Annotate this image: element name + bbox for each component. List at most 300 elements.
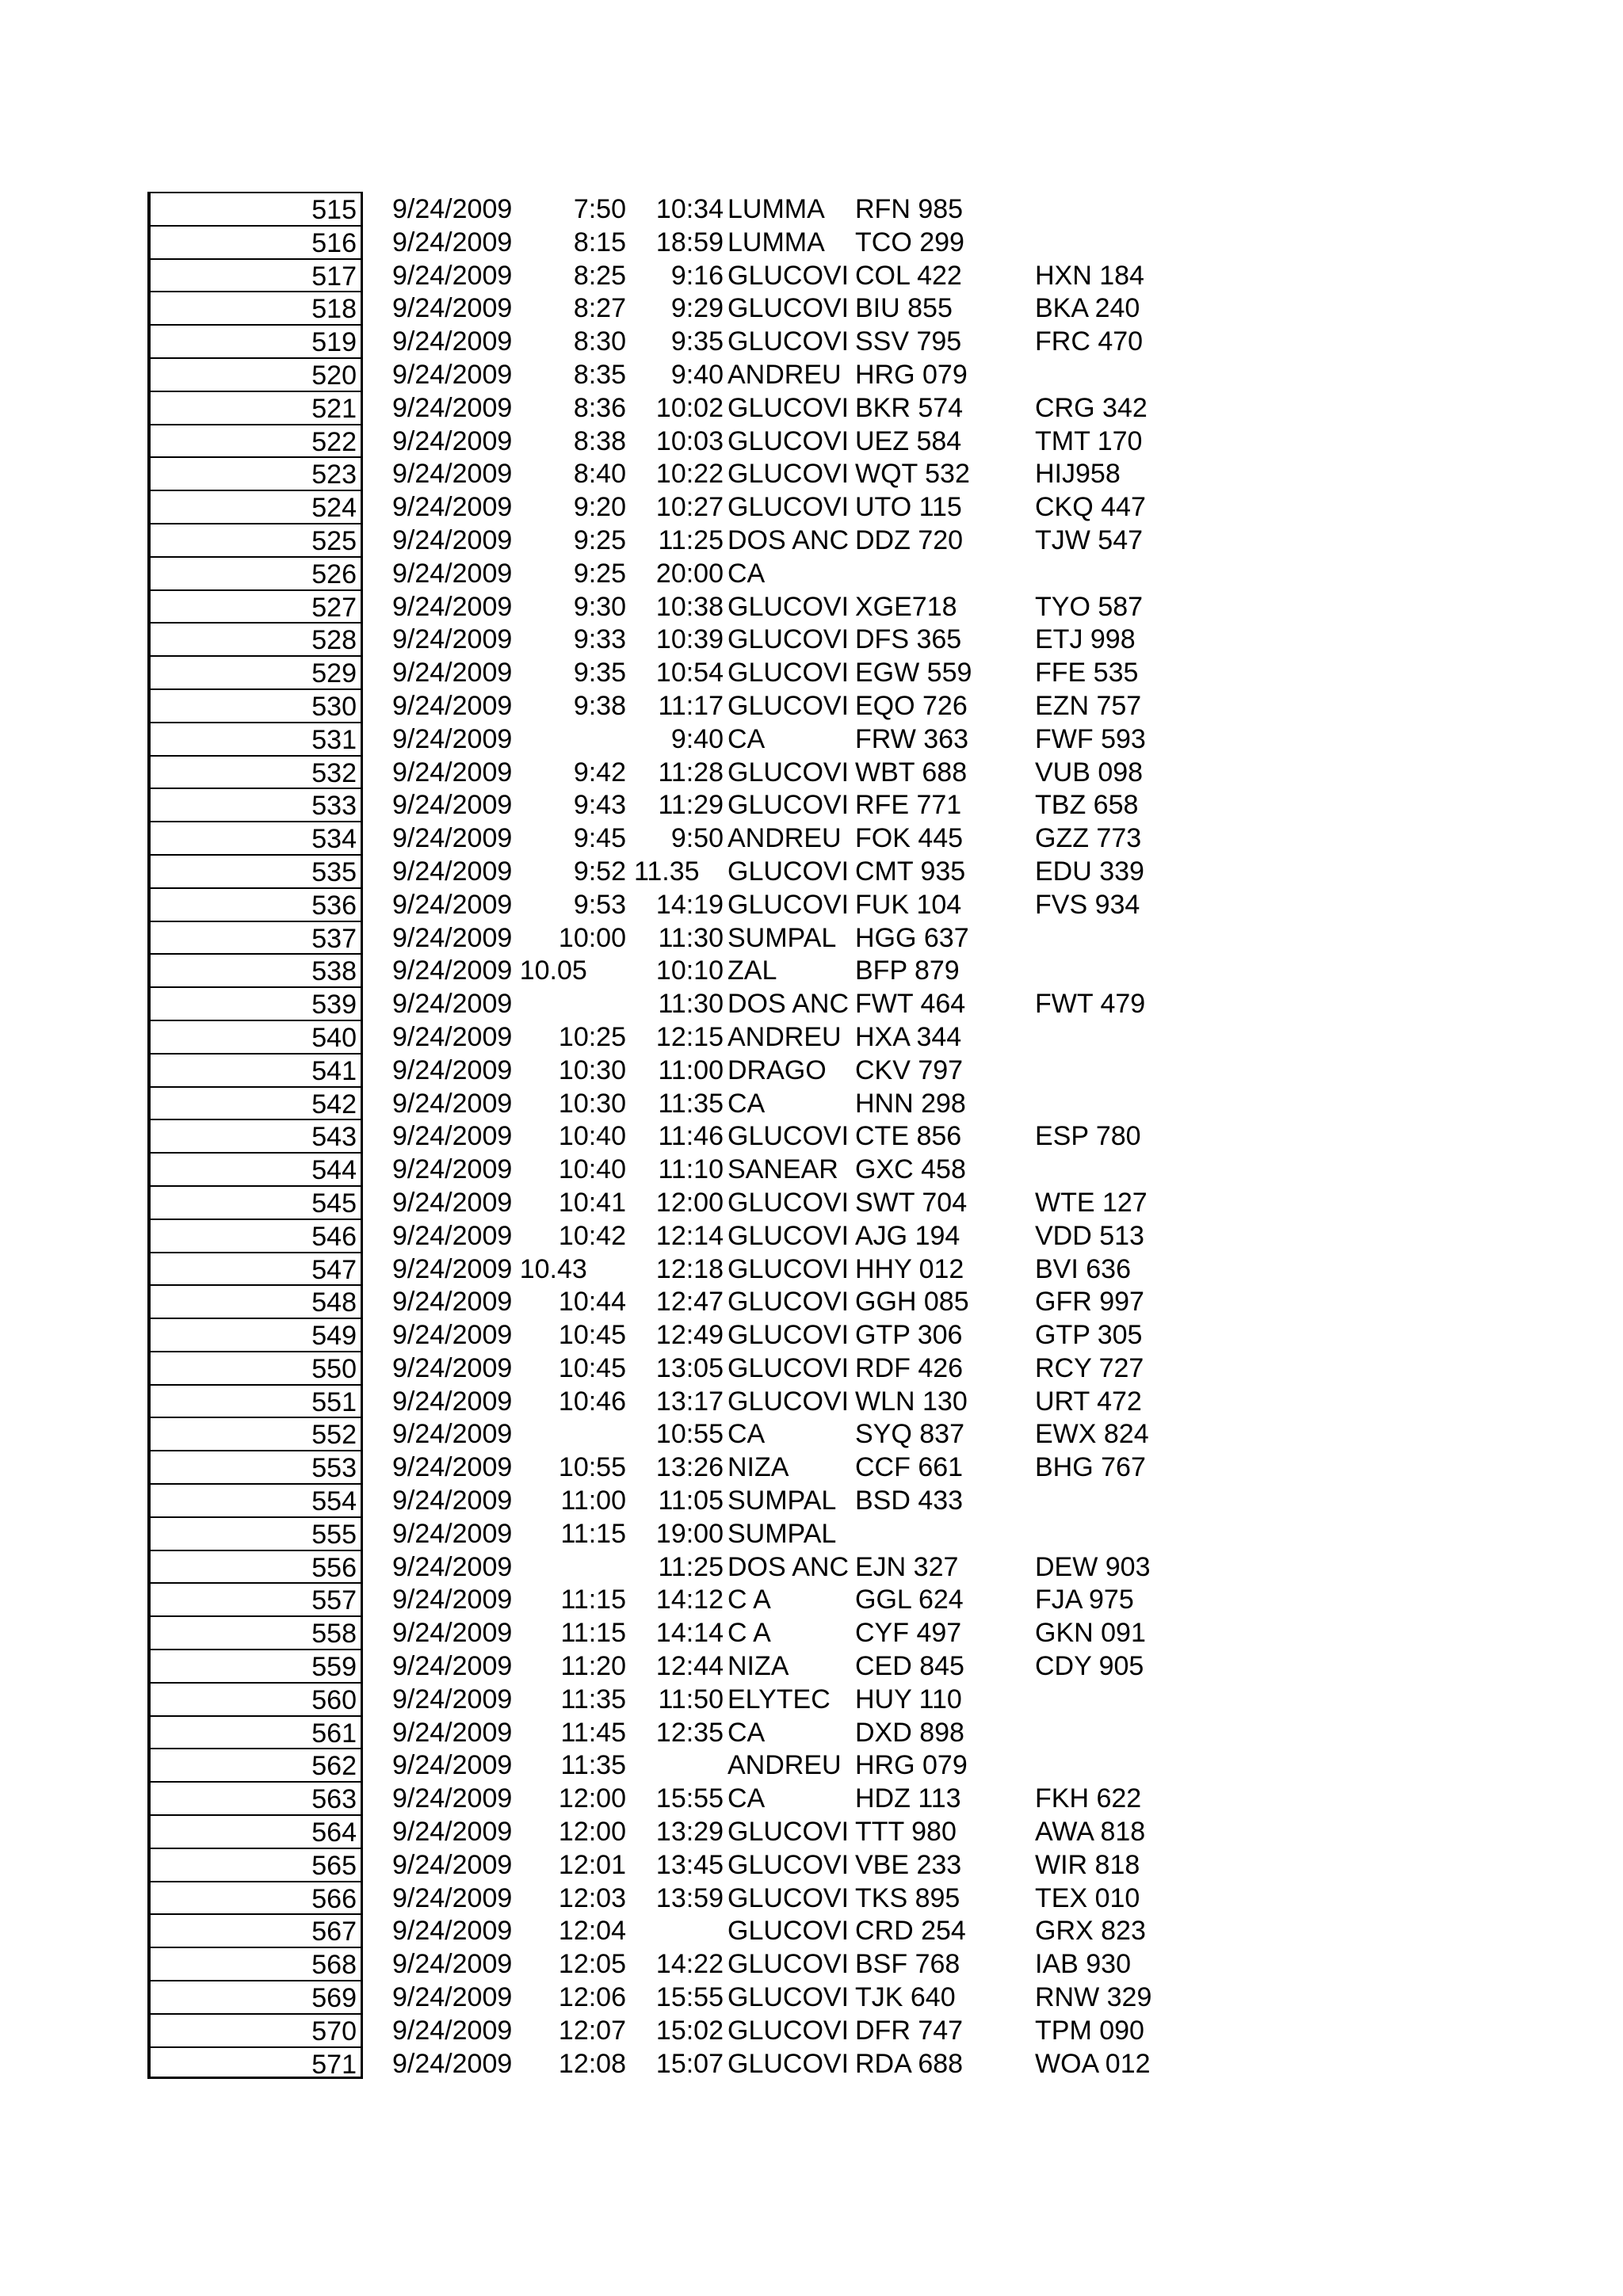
table-row xyxy=(0,887,1623,921)
plate-1-cell: GGH 085 xyxy=(855,1287,969,1318)
time-out-cell: 10:27 xyxy=(655,492,724,523)
table-row xyxy=(0,1649,1623,1682)
row-number: 554 xyxy=(147,1483,363,1516)
plate-2-cell: FWF 593 xyxy=(1035,723,1146,754)
date-cell: 9/24/2009 xyxy=(392,260,513,291)
plate-1-cell: HNN 298 xyxy=(855,1088,966,1119)
table-row xyxy=(0,1913,1623,1947)
date-cell: 9/24/2009 xyxy=(392,856,513,887)
time-out-cell: 12:18 xyxy=(655,1253,724,1284)
plate-1-cell: HDZ 113 xyxy=(855,1783,961,1814)
table-row xyxy=(0,589,1623,623)
time-in-cell: 11:20 xyxy=(560,1651,626,1682)
time-in-cell: 12:05 xyxy=(558,1949,626,1980)
row-number: 541 xyxy=(147,1053,363,1086)
date-cell: 9/24/2009 xyxy=(392,459,513,490)
time-out-cell: 11:35 xyxy=(658,1088,724,1119)
table-row xyxy=(0,1483,1623,1516)
time-out-cell: 14:14 xyxy=(655,1618,724,1649)
company-cell: ANDREU xyxy=(727,823,842,854)
time-in-cell xyxy=(523,953,626,986)
time-in-cell: 10:45 xyxy=(558,1320,626,1351)
company-cell: GLUCOVI xyxy=(727,1949,850,1980)
date-cell: 9/24/2009 10.05 xyxy=(392,955,587,986)
row-number: 549 xyxy=(147,1318,363,1351)
table-row xyxy=(0,1384,1623,1417)
table-row xyxy=(0,921,1623,954)
table-row xyxy=(0,1318,1623,1351)
time-in-cell: 9:30 xyxy=(573,591,626,622)
plate-1-cell: WLN 130 xyxy=(855,1386,968,1417)
date-cell: 9/24/2009 xyxy=(392,1419,513,1450)
time-out-cell: 12:35 xyxy=(655,1717,724,1748)
row-number: 567 xyxy=(147,1913,363,1947)
time-out-cell: 18:59 xyxy=(655,227,724,257)
time-out-cell: 15:55 xyxy=(655,1783,724,1814)
time-out-cell: 20:00 xyxy=(655,558,724,589)
date-cell: 9/24/2009 xyxy=(392,2015,513,2046)
date-cell: 9/24/2009 xyxy=(392,1651,513,1682)
plate-1-cell: HHY 012 xyxy=(855,1253,964,1284)
plate-2-cell: DEW 903 xyxy=(1035,1551,1151,1582)
table-row xyxy=(0,1550,1623,1583)
table-row xyxy=(0,391,1623,424)
date-cell: 9/24/2009 xyxy=(392,1551,513,1582)
plate-1-cell: CCF 661 xyxy=(855,1452,964,1483)
company-cell: CA xyxy=(727,1717,766,1748)
plate-2-cell: GKN 091 xyxy=(1035,1618,1146,1649)
date-cell: 9/24/2009 xyxy=(392,989,513,1020)
company-cell: GLUCOVI xyxy=(727,1982,850,2013)
time-out-cell: 11.35 xyxy=(634,856,700,887)
table-row xyxy=(0,324,1623,357)
plate-2-cell: EWX 824 xyxy=(1035,1419,1149,1450)
date-cell: 9/24/2009 xyxy=(392,1618,513,1649)
date-cell: 9/24/2009 xyxy=(392,1817,513,1848)
date-cell: 9/24/2009 xyxy=(392,1717,513,1748)
date-cell: 9/24/2009 xyxy=(392,1452,513,1483)
table-row xyxy=(0,1219,1623,1252)
time-in-cell: 9:25 xyxy=(573,558,626,589)
row-number: 521 xyxy=(147,391,363,424)
time-in-cell: 9:53 xyxy=(573,889,626,920)
table-row xyxy=(0,456,1623,490)
table-row xyxy=(0,1715,1623,1749)
time-out-cell: 11:29 xyxy=(658,790,724,821)
company-cell: GLUCOVI xyxy=(727,790,850,821)
time-in-cell: 12:06 xyxy=(558,1982,626,2013)
date-cell: 9/24/2009 xyxy=(392,1518,513,1549)
time-in-cell: 8:35 xyxy=(573,359,626,390)
plate-1-cell: RDA 688 xyxy=(855,2048,964,2079)
time-out-cell: 11:00 xyxy=(658,1055,724,1085)
plate-2-cell: FFE 535 xyxy=(1035,658,1139,688)
time-in-cell: 9:38 xyxy=(573,690,626,721)
plate-1-cell: XGE718 xyxy=(855,591,957,622)
company-cell: GLUCOVI xyxy=(727,1253,850,1284)
time-out-cell: 11:28 xyxy=(658,757,724,788)
date-cell: 9/24/2009 xyxy=(392,723,513,754)
date-cell: 9/24/2009 xyxy=(392,1750,513,1781)
row-number: 529 xyxy=(147,655,363,688)
table-row xyxy=(0,1152,1623,1185)
time-out-cell: 13:29 xyxy=(655,1817,724,1848)
time-in-cell: 10:55 xyxy=(558,1452,626,1483)
plate-2-cell: EZN 757 xyxy=(1035,690,1142,721)
table-row xyxy=(0,1185,1623,1219)
company-cell: GLUCOVI xyxy=(727,889,850,920)
time-out-cell: 10:39 xyxy=(655,624,724,655)
plate-1-cell: SSV 795 xyxy=(855,326,962,357)
time-in-cell: 12:08 xyxy=(558,2048,626,2079)
time-in-cell: 9:42 xyxy=(573,757,626,788)
table-row xyxy=(0,1748,1623,1781)
time-out-cell: 11:30 xyxy=(658,989,724,1020)
row-number: 550 xyxy=(147,1351,363,1384)
time-out-cell: 14:22 xyxy=(655,1949,724,1980)
company-cell: GLUCOVI xyxy=(727,1386,850,1417)
plate-1-cell: WQT 532 xyxy=(855,459,970,490)
time-in-cell: 12:00 xyxy=(558,1783,626,1814)
company-cell: GLUCOVI xyxy=(727,1817,850,1848)
plate-2-cell: EDU 339 xyxy=(1035,856,1144,887)
time-in-cell: 9:43 xyxy=(573,790,626,821)
time-in-cell: 11:45 xyxy=(560,1717,626,1748)
plate-2-cell: RCY 727 xyxy=(1035,1352,1144,1383)
table-row xyxy=(0,1781,1623,1814)
plate-2-cell: FKH 622 xyxy=(1035,1783,1142,1814)
row-number: 568 xyxy=(147,1947,363,1980)
time-in-cell: 8:30 xyxy=(573,326,626,357)
date-cell: 9/24/2009 xyxy=(392,1386,513,1417)
company-cell: GLUCOVI xyxy=(727,1187,850,1218)
company-cell: CA xyxy=(727,558,766,589)
time-in-cell: 9:20 xyxy=(573,492,626,523)
table-row xyxy=(0,225,1623,258)
time-out-cell: 15:02 xyxy=(655,2015,724,2046)
time-out-cell xyxy=(631,1913,724,1947)
time-in-cell: 8:15 xyxy=(573,227,626,257)
plate-1-cell: FUK 104 xyxy=(855,889,962,920)
time-out-cell: 12:44 xyxy=(655,1651,724,1682)
company-cell: GLUCOVI xyxy=(727,1220,850,1251)
table-row xyxy=(0,1284,1623,1318)
date-cell: 9/24/2009 xyxy=(392,1021,513,1052)
time-out-cell: 9:40 xyxy=(670,359,724,390)
row-number: 555 xyxy=(147,1516,363,1550)
row-number: 543 xyxy=(147,1119,363,1152)
plate-2-cell: BHG 767 xyxy=(1035,1452,1146,1483)
plate-2-cell: GRX 823 xyxy=(1035,1916,1146,1947)
date-cell: 9/24/2009 xyxy=(392,524,513,555)
company-cell: GLUCOVI xyxy=(727,492,850,523)
time-in-cell: 8:27 xyxy=(573,293,626,324)
plate-2-cell: CDY 905 xyxy=(1035,1651,1144,1682)
row-number: 571 xyxy=(147,2046,363,2080)
plate-1-cell: FOK 445 xyxy=(855,823,964,854)
company-cell: SUMPAL xyxy=(727,1518,837,1549)
date-cell: 9/24/2009 xyxy=(392,1220,513,1251)
time-in-cell: 10:46 xyxy=(558,1386,626,1417)
table-row xyxy=(0,291,1623,324)
company-cell: NIZA xyxy=(727,1452,789,1483)
plate-1-cell: GTP 306 xyxy=(855,1320,963,1351)
plate-2-cell: VUB 098 xyxy=(1035,757,1144,788)
plate-2-cell: ESP 780 xyxy=(1035,1121,1141,1152)
date-cell: 9/24/2009 xyxy=(392,2048,513,2079)
table-row xyxy=(0,2013,1623,2046)
company-cell: LUMMA xyxy=(727,194,825,224)
date-cell: 9/24/2009 xyxy=(392,889,513,920)
plate-1-cell: SYQ 837 xyxy=(855,1419,964,1450)
time-in-cell: 9:35 xyxy=(573,658,626,688)
time-in-cell xyxy=(523,986,626,1020)
row-number: 559 xyxy=(147,1649,363,1682)
table-row xyxy=(0,1615,1623,1649)
company-cell: SUMPAL xyxy=(727,1486,837,1516)
table-row xyxy=(0,755,1623,788)
time-out-cell: 10:55 xyxy=(655,1419,724,1450)
date-cell: 9/24/2009 xyxy=(392,757,513,788)
row-number: 518 xyxy=(147,291,363,324)
plate-2-cell: TJW 547 xyxy=(1035,524,1144,555)
table-row xyxy=(0,953,1623,986)
table-row xyxy=(0,357,1623,391)
plate-1-cell: SWT 704 xyxy=(855,1187,968,1218)
plate-2-cell: BVI 636 xyxy=(1035,1253,1131,1284)
plate-1-cell: COL 422 xyxy=(855,260,962,291)
date-cell: 9/24/2009 xyxy=(392,194,513,224)
row-number: 552 xyxy=(147,1417,363,1450)
plate-1-cell: BSD 433 xyxy=(855,1486,964,1516)
table-row xyxy=(0,1848,1623,1881)
table-row xyxy=(0,424,1623,457)
plate-2-cell: HXN 184 xyxy=(1035,260,1144,291)
time-in-cell: 9:52 xyxy=(573,856,626,887)
time-in-cell xyxy=(523,1252,626,1285)
time-out-cell: 11:10 xyxy=(658,1154,724,1185)
plate-2-cell: IAB 930 xyxy=(1035,1949,1131,1980)
time-out-cell: 11:25 xyxy=(658,524,724,555)
company-cell: GLUCOVI xyxy=(727,658,850,688)
row-number: 556 xyxy=(147,1550,363,1583)
time-in-cell: 10:00 xyxy=(558,922,626,953)
date-cell: 9/24/2009 xyxy=(392,1187,513,1218)
row-number: 566 xyxy=(147,1881,363,1914)
table-row xyxy=(0,1980,1623,2013)
table-row xyxy=(0,1450,1623,1483)
time-out-cell: 13:59 xyxy=(655,1882,724,1913)
time-in-cell: 12:00 xyxy=(558,1817,626,1848)
time-out-cell: 10:54 xyxy=(655,658,724,688)
plate-1-cell: BFP 879 xyxy=(855,955,960,986)
row-number: 563 xyxy=(147,1781,363,1814)
plate-1-cell: VBE 233 xyxy=(855,1849,962,1880)
date-cell: 9/24/2009 xyxy=(392,658,513,688)
plate-2-cell: HIJ958 xyxy=(1035,459,1121,490)
time-in-cell: 11:15 xyxy=(560,1585,626,1615)
table-row xyxy=(0,556,1623,589)
plate-1-cell: UTO 115 xyxy=(855,492,962,523)
time-in-cell: 7:50 xyxy=(573,194,626,224)
time-in-cell: 12:01 xyxy=(558,1849,626,1880)
table-row xyxy=(0,1053,1623,1086)
company-cell: GLUCOVI xyxy=(727,326,850,357)
row-number: 534 xyxy=(147,821,363,854)
table-row xyxy=(0,688,1623,722)
plate-1-cell: FWT 464 xyxy=(855,989,966,1020)
company-cell: ANDREU xyxy=(727,1021,842,1052)
company-cell: GLUCOVI xyxy=(727,1320,850,1351)
row-number: 531 xyxy=(147,722,363,755)
time-in-cell: 11:00 xyxy=(560,1486,626,1516)
company-cell: ANDREU xyxy=(727,359,842,390)
table-row xyxy=(0,1086,1623,1119)
time-out-cell: 11:30 xyxy=(658,922,724,953)
time-out-cell: 10:38 xyxy=(655,591,724,622)
time-out-cell: 12:47 xyxy=(655,1287,724,1318)
date-cell: 9/24/2009 xyxy=(392,1684,513,1714)
plate-2-cell: TEX 010 xyxy=(1035,1882,1140,1913)
time-in-cell: 8:40 xyxy=(573,459,626,490)
row-number: 557 xyxy=(147,1582,363,1615)
time-in-cell: 12:07 xyxy=(558,2015,626,2046)
time-in-cell xyxy=(523,1550,626,1583)
time-out-cell: 9:35 xyxy=(670,326,724,357)
time-in-cell: 10:30 xyxy=(558,1088,626,1119)
row-number: 564 xyxy=(147,1814,363,1848)
plate-1-cell: TJK 640 xyxy=(855,1982,956,2013)
row-number: 544 xyxy=(147,1152,363,1185)
company-cell: GLUCOVI xyxy=(727,293,850,324)
company-cell: DRAGO xyxy=(727,1055,827,1085)
plate-2-cell: GZZ 773 xyxy=(1035,823,1142,854)
company-cell: SANEAR xyxy=(727,1154,838,1185)
company-cell: GLUCOVI xyxy=(727,690,850,721)
date-cell: 9/24/2009 xyxy=(392,558,513,589)
time-in-cell: 8:25 xyxy=(573,260,626,291)
plate-1-cell: DXD 898 xyxy=(855,1717,964,1748)
plate-1-cell: BIU 855 xyxy=(855,293,953,324)
table-row xyxy=(0,821,1623,854)
plate-1-cell: DFR 747 xyxy=(855,2015,964,2046)
plate-2-cell: ETJ 998 xyxy=(1035,624,1136,655)
row-number: 520 xyxy=(147,357,363,391)
plate-1-cell: HRG 079 xyxy=(855,359,968,390)
plate-2-cell: TMT 170 xyxy=(1035,425,1143,456)
date-cell: 9/24/2009 xyxy=(392,1121,513,1152)
row-number: 519 xyxy=(147,324,363,357)
time-in-cell: 9:33 xyxy=(573,624,626,655)
time-in-cell: 10:42 xyxy=(558,1220,626,1251)
time-out-cell: 11:17 xyxy=(658,690,724,721)
time-in-cell: 10:40 xyxy=(558,1121,626,1152)
time-out-cell: 12:49 xyxy=(655,1320,724,1351)
table-row xyxy=(0,1814,1623,1848)
plate-2-cell: GFR 997 xyxy=(1035,1287,1144,1318)
time-in-cell: 10:30 xyxy=(558,1055,626,1085)
time-out-cell: 13:05 xyxy=(655,1352,724,1383)
time-out-cell: 13:26 xyxy=(655,1452,724,1483)
time-out-cell: 9:40 xyxy=(670,723,724,754)
time-out-cell: 14:12 xyxy=(655,1585,724,1615)
company-cell: DOS ANC xyxy=(727,1551,850,1582)
time-out-cell: 15:07 xyxy=(655,2048,724,2079)
table-row xyxy=(0,986,1623,1020)
date-cell: 9/24/2009 xyxy=(392,1486,513,1516)
plate-2-cell: URT 472 xyxy=(1035,1386,1142,1417)
company-cell: ANDREU xyxy=(727,1750,842,1781)
plate-1-cell: TCO 299 xyxy=(855,227,964,257)
row-number: 530 xyxy=(147,688,363,722)
company-cell: GLUCOVI xyxy=(727,260,850,291)
date-cell: 9/24/2009 xyxy=(392,1949,513,1980)
time-in-cell: 10:41 xyxy=(558,1187,626,1218)
company-cell: GLUCOVI xyxy=(727,459,850,490)
company-cell: GLUCOVI xyxy=(727,757,850,788)
date-cell: 9/24/2009 xyxy=(392,1982,513,2013)
company-cell: DOS ANC xyxy=(727,989,850,1020)
company-cell: ELYTEC xyxy=(727,1684,831,1714)
time-in-cell: 11:35 xyxy=(560,1750,626,1781)
date-cell: 9/24/2009 xyxy=(392,690,513,721)
company-cell: GLUCOVI xyxy=(727,2015,850,2046)
company-cell: CA xyxy=(727,723,766,754)
plate-1-cell: CKV 797 xyxy=(855,1055,964,1085)
plate-2-cell: FRC 470 xyxy=(1035,326,1144,357)
plate-1-cell: GGL 624 xyxy=(855,1585,964,1615)
date-cell: 9/24/2009 xyxy=(392,1585,513,1615)
row-number: 517 xyxy=(147,258,363,292)
plate-1-cell: EJN 327 xyxy=(855,1551,959,1582)
row-number: 523 xyxy=(147,456,363,490)
plate-1-cell: CED 845 xyxy=(855,1651,964,1682)
row-number: 540 xyxy=(147,1020,363,1053)
plate-1-cell: RDF 426 xyxy=(855,1352,964,1383)
plate-1-cell: RFE 771 xyxy=(855,790,962,821)
plate-1-cell: RFN 985 xyxy=(855,194,964,224)
time-in-cell: 10:25 xyxy=(558,1021,626,1052)
company-cell: C A xyxy=(727,1585,771,1615)
time-out-cell: 19:00 xyxy=(655,1518,724,1549)
date-cell: 9/24/2009 xyxy=(392,1088,513,1119)
time-out-cell: 12:15 xyxy=(655,1021,724,1052)
row-number: 545 xyxy=(147,1185,363,1219)
date-cell: 9/24/2009 xyxy=(392,492,513,523)
time-out-cell: 10:22 xyxy=(655,459,724,490)
plate-1-cell: BKR 574 xyxy=(855,392,964,423)
plate-1-cell: FRW 363 xyxy=(855,723,968,754)
date-cell: 9/24/2009 xyxy=(392,790,513,821)
company-cell: GLUCOVI xyxy=(727,425,850,456)
company-cell: SUMPAL xyxy=(727,922,837,953)
plate-1-cell: UEZ 584 xyxy=(855,425,962,456)
company-cell: NIZA xyxy=(727,1651,789,1682)
table-row xyxy=(0,1582,1623,1615)
row-number: 526 xyxy=(147,556,363,589)
time-out-cell: 11:46 xyxy=(658,1121,724,1152)
date-cell: 9/24/2009 xyxy=(392,326,513,357)
row-number: 537 xyxy=(147,921,363,954)
date-cell: 9/24/2009 xyxy=(392,624,513,655)
date-cell: 9/24/2009 xyxy=(392,1783,513,1814)
company-cell: GLUCOVI xyxy=(727,1352,850,1383)
plate-1-cell: HXA 344 xyxy=(855,1021,962,1052)
plate-2-cell: WOA 012 xyxy=(1035,2048,1151,2079)
time-in-cell: 8:36 xyxy=(573,392,626,423)
plate-1-cell: CMT 935 xyxy=(855,856,966,887)
plate-1-cell: HGG 637 xyxy=(855,922,969,953)
